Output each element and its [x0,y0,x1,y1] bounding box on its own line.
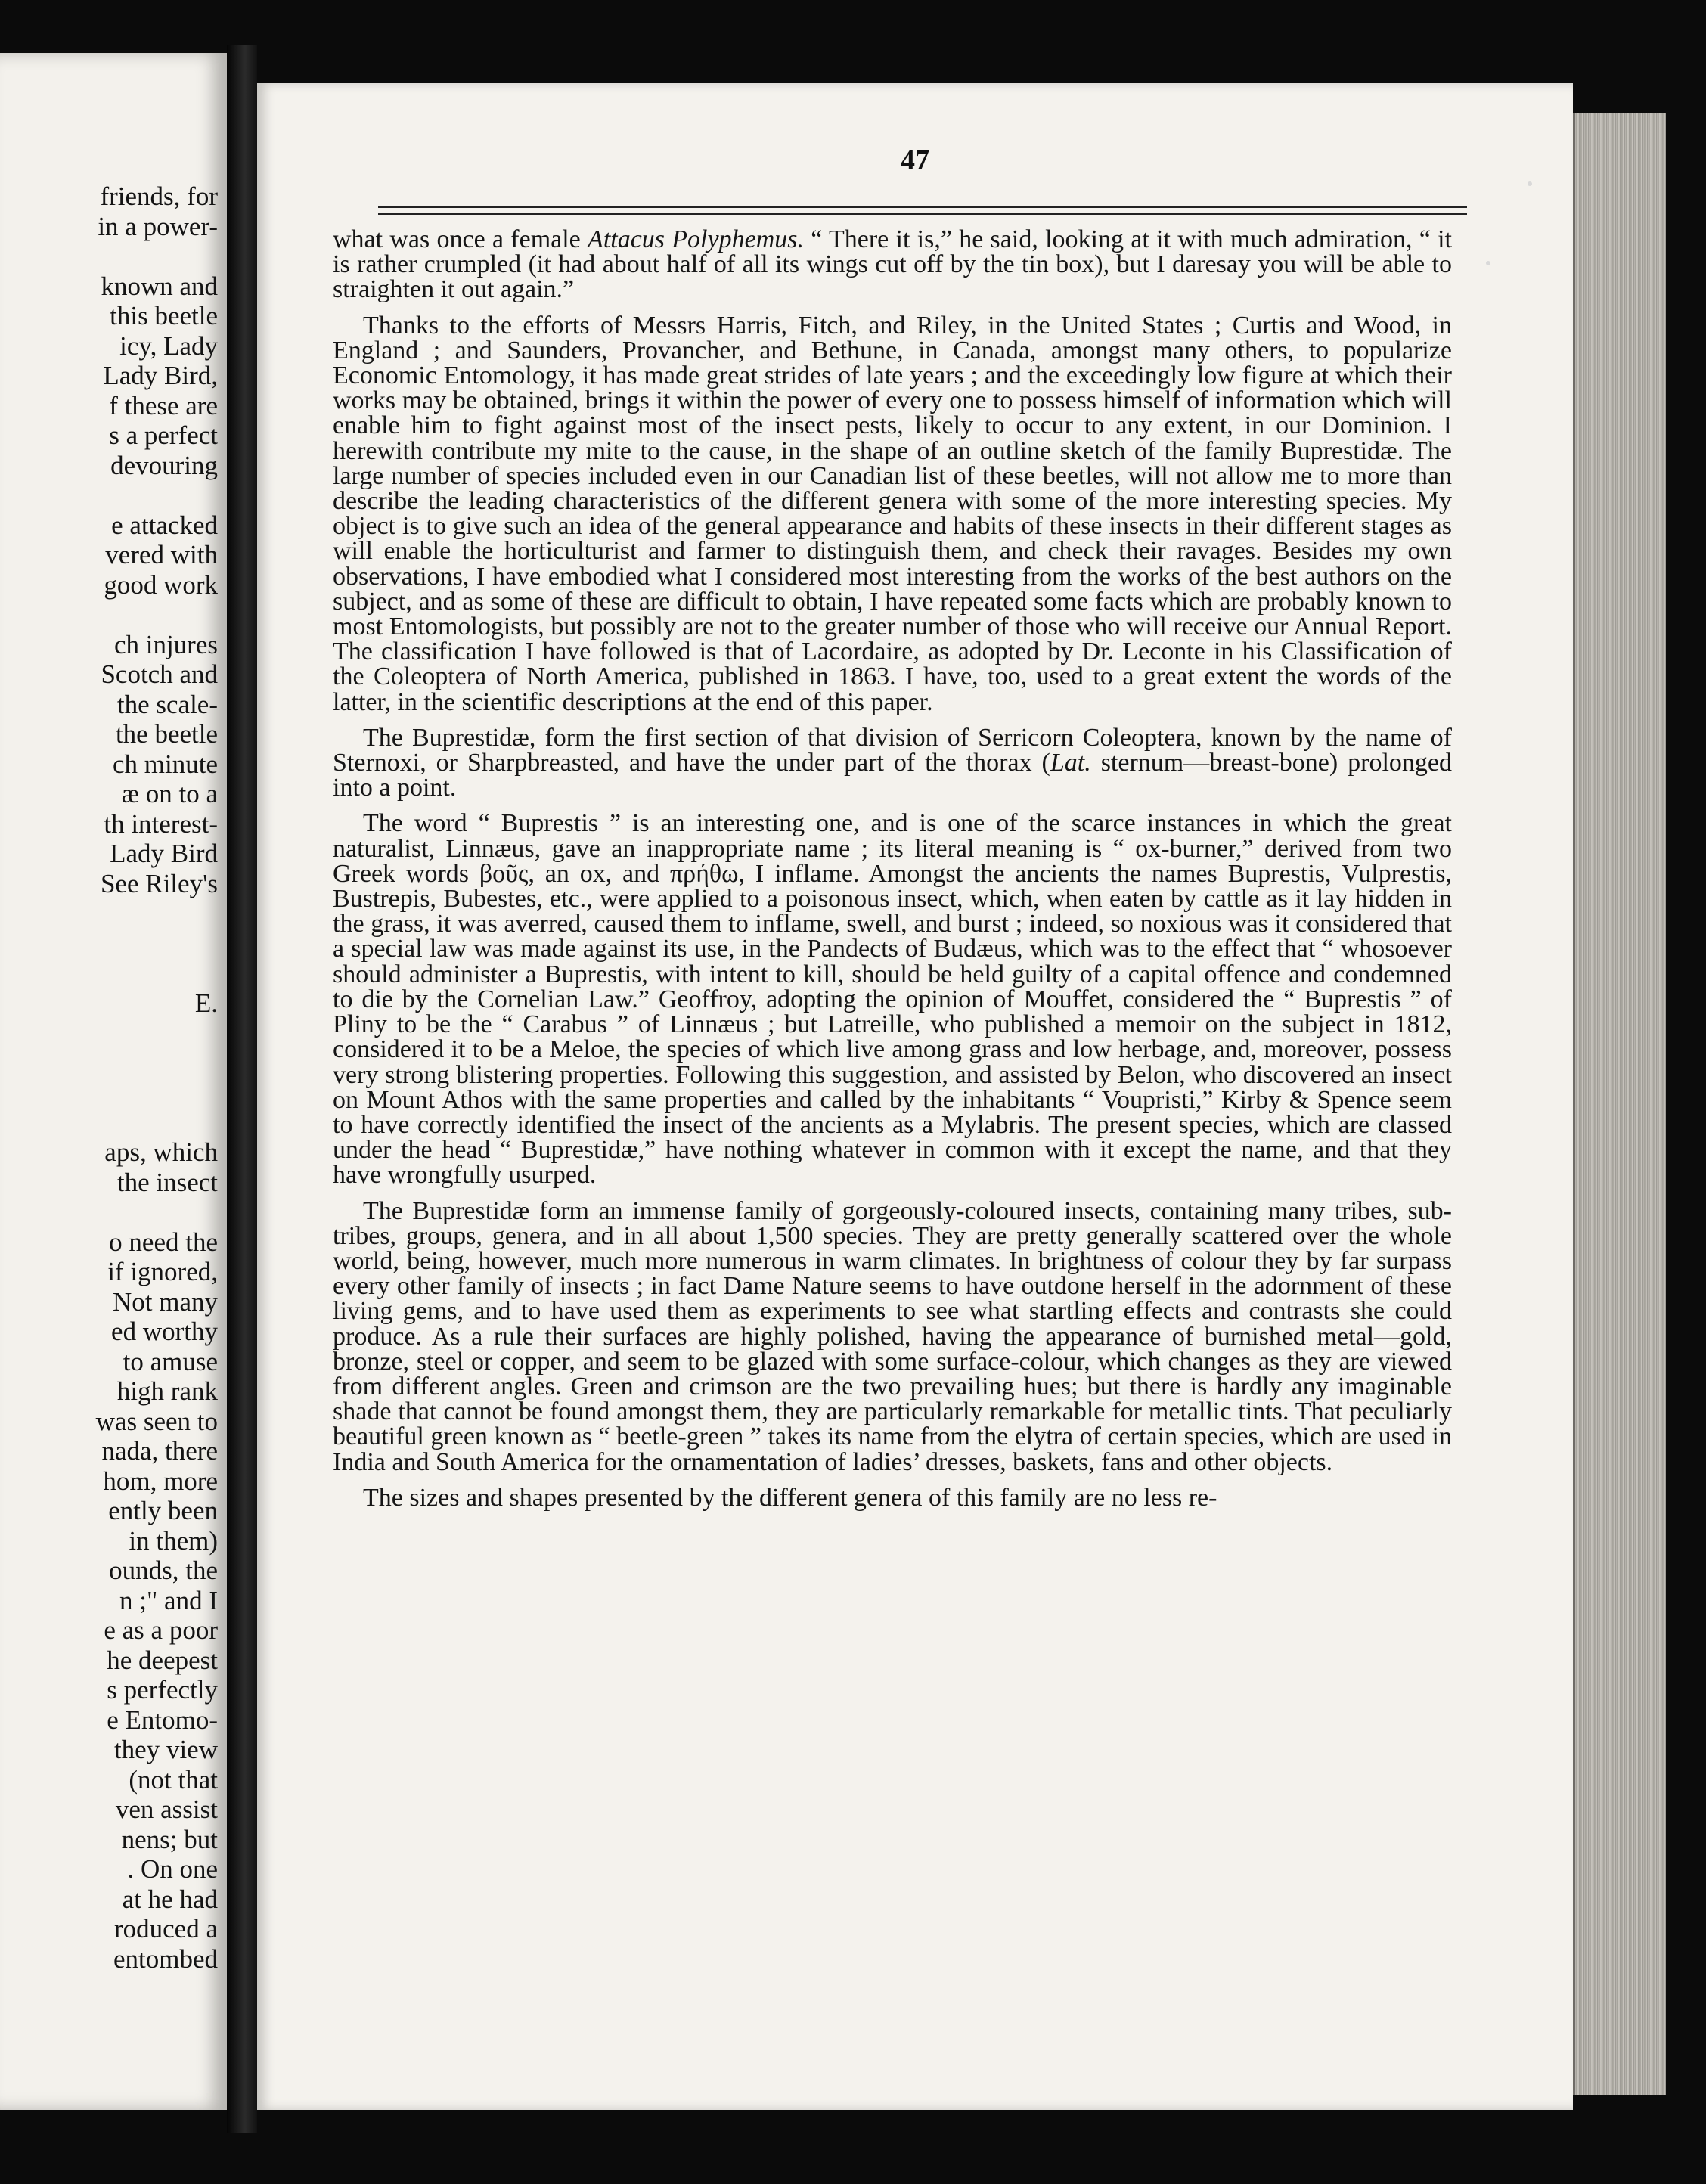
left-page-line: e attacked [111,510,218,540]
page-number: 47 [901,144,929,176]
left-page-line: nens; but [121,1824,218,1854]
left-page-line [0,958,227,988]
left-page-line: roduced a [113,1914,218,1944]
left-page-line [0,1078,227,1108]
left-page-line [0,600,227,630]
left-page-line: they view [113,1735,218,1764]
paragraph: what was once a female Attacus Polyphemus. “ There it is,” he said, looking at it with much admiration, “ it is rather crumpled (it had about half of all its wings cut off by the tin box), but I daresay you will be able to straighten it out again.” [333,225,1452,304]
left-page-line: nada, there [101,1436,218,1466]
left-page-line [0,1108,227,1138]
left-page-line: icy, Lady [119,330,218,361]
paragraph: The word “ Buprestis ” is an interesting one, and is one of the scarce instances in which the great naturalist, Linnæus, gave an inappropriate name ; its literal meaning is “ ox-burner,” derived from two Greek words βοῦς, an ox, and πρήθω, I inflame. Amongst the ancients the names Buprestis, Vulprestis, Bustrepis, Bubestes, etc., were applied to a poisonous insect, which, when eaten by cattle as it lay hidden in the grass, it was averred, caused them to inflame, swell, and burst ; indeed, so noxious was it considered that a special law was made against its use, in the Pandects of Budæus, which was to the effect that “ whosoever should administer a Buprestis, with intent to kill, should be held guilty of a capital offence and condemned to die by the Cornelian Law.” Geoffroy, adopting the opinion of Mouffet, considered the “ Buprestis ” of Pliny to be the “ Carabus ” of Linnæus ; but Latreille, who published a memoir on the subject in 1812, considered it to be a Meloe, the species of which live among grass and low herbage, and, moreover, possess very strong blistering properties. Following this suggestion, and assisted by Belon, who discovered an insect on Mount Athos with the same properties and called by the inhabitants “ Voupristi,” Kirby & Spence seem to have correctly identified the insect of the ancients as a Mylabris. The present species, which are classed under the head “ Buprestidæ,” have nothing whatever in common with it except the name, and that they have wrongfully usurped. [333,809,1452,1190]
left-page-line [0,1197,227,1227]
left-page-line: to amuse [123,1346,218,1376]
left-page-line [0,929,227,959]
left-page-line: friends, for [100,181,218,211]
left-page-line [0,1048,227,1078]
left-page-line: . On one [127,1854,218,1884]
left-page-line: the scale- [116,689,218,719]
left-page-line: See Riley's [100,868,218,898]
left-page-line: was seen to [95,1406,218,1436]
left-page-line: if ignored, [107,1257,218,1286]
left-page-line: f these are [109,390,218,420]
left-page-line: this beetle [110,301,218,330]
left-page-line: entombed [113,1944,218,1974]
left-page-line: he deepest [107,1645,218,1675]
left-page-line: E. [194,988,218,1018]
left-page-line: known and [101,271,218,301]
left-page-text [0,181,227,1974]
left-page-line: the beetle [115,719,218,749]
left-page-line: good work [104,569,218,600]
paragraph: The sizes and shapes presented by the different genera of this family are no less re- [363,1483,1217,1512]
left-page-line: (not that [129,1764,218,1795]
left-page-line: at he had [122,1884,218,1914]
page-edges [1573,113,1666,2095]
left-page-line: in them) [129,1525,218,1556]
left-page-line [0,1018,227,1048]
left-page-line: æ on to a [121,779,218,808]
left-page-line: aps, which [104,1137,218,1167]
left-page-line: Scotch and [101,659,218,689]
left-page-line: the insect [116,1167,218,1197]
left-page-line [0,898,227,929]
left-page-line: e as a poor [104,1615,218,1645]
left-page-line: vered with [105,540,218,569]
header-rule [378,206,1467,208]
left-page-line: Not many [112,1286,218,1317]
left-page-line: high rank [116,1376,218,1406]
left-page-line: Lady Bird [110,839,218,868]
left-page-line: ounds, the [109,1556,218,1585]
paragraph: The Buprestidæ, form the first section of that division of Serricorn Coleoptera, known by the name of Sternoxi, or Sharpbreasted, and have the under part of the thorax (Lat. sternum—breast-bone) prolonged into a point. [333,723,1452,802]
body-text [333,227,1452,1510]
left-page-line: ch injures [113,629,218,659]
left-page-line: in a power- [98,211,218,241]
header-rule-thin [378,213,1467,215]
left-page [0,53,227,2110]
left-page-line: s a perfect [109,420,218,450]
left-page-line: ven assist [115,1795,218,1824]
left-page-line: Lady Bird, [103,361,218,390]
left-page-line: ed worthy [111,1317,218,1346]
left-page-line: n ;" and I [119,1585,218,1615]
paragraph: Thanks to the efforts of Messrs Harris, Fitch, and Riley, in the United States ; Curtis and Wood, in England ; and Saunders, Provancher, and Bethune, in Canada, amongst many others, to popularize Economic Entomology, it has made great strides of late years ; and the exceedingly low figure at which their works may be obtained, brings it within the power of every one to possess himself of information which will enable him to fight against most of the insect pests, likely to occur to any extent, in our Dominion. I herewith contribute my mite to the cause, in the shape of an outline sketch of the family Buprestidæ. The large number of species included even in our Canadian list of these beetles, will not allow me to more than describe the leading characteristics of the different genera with some of the more interesting species. My object is to give such an idea of the general appearance and habits of these insects in their different stages as will enable the horticulturist and farmer to distinguish them, and check their ravages. Besides my own observations, I have embodied what I considered most interesting from the works of the best authors on the subject, and as some of these are difficult to obtain, I have repeated some facts which are probably known to most Entomologists, but possibly are not to the greater number of those who will receive our Annual Report. The classification I have followed is that of Lacordaire, as adopted by Dr. Leconte in his Classification of the Coleoptera of North America, published in 1863. I have, too, used to a great extent the words of the latter, in the scientific descriptions at the end of this paper. [333,311,1452,716]
left-page-line: th interest- [104,808,218,839]
left-page-line [0,241,227,271]
speck [1528,181,1532,186]
left-page-line [0,480,227,510]
left-page-line: e Entomo- [107,1705,218,1735]
left-page-line: ently been [108,1496,218,1525]
speck [1486,261,1490,265]
book-gutter [227,45,257,2133]
left-page-line: devouring [110,450,218,480]
left-page-line: hom, more [103,1466,218,1496]
paragraph: The Buprestidæ form an immense family of gorgeously-coloured insects, containing many tribes, sub-tribes, groups, genera, and in all about 1,500 species. They are pretty generally scattered over the whole world, being, however, much more numerous in warm climates. In brightness of colour they by far surpass every other family of insects ; in fact Dame Nature seems to have outdone herself in the adornment of these living gems, and to have used them as experiments to see what startling effects and contrasts she could produce. As a rule their surfaces are highly polished, having the appearance of burnished metal—gold, bronze, steel or copper, and seem to be glazed with some surface-colour, which changes as they are viewed from different angles. Green and crimson are the two prevailing hues; but there is hardly any imaginable shade that cannot be found amongst them, they are particularly remarkable for metallic tints. That peculiarly beautiful green known as “ beetle-green ” takes its name from the elytra of certain species, which are used in India and South America for the ornamentation of ladies’ dresses, baskets, fans and other objects. [333,1196,1452,1476]
left-page-line: s perfectly [107,1675,218,1705]
left-page-line: ch minute [113,749,218,779]
left-page-line: o need the [109,1227,218,1257]
